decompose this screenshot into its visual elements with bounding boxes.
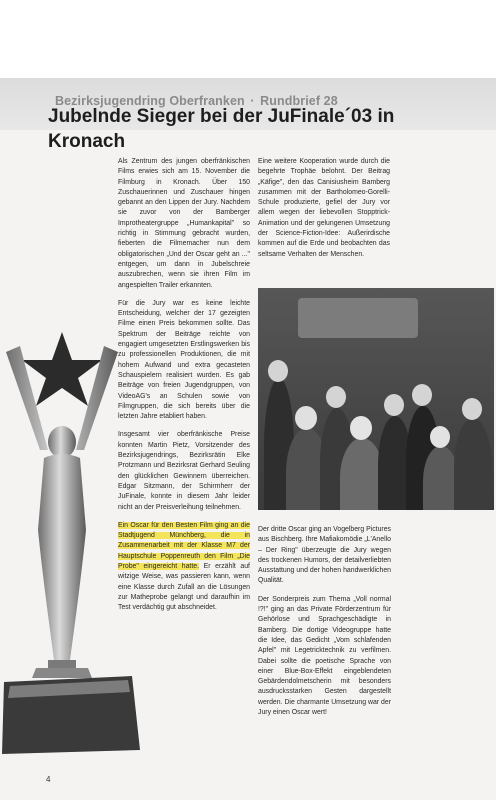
paragraph: Für die Jury war es keine leichte Entscheidung, welcher der 17 gezeigten Filme einen Preis bekommen sollte. Das Spektrum der Beiträge reichte von engagiert umgesetzten Erstlingswerken bis zu professionellen Produktionen, die mit hohem Aufwand und extra gecasteten Schauspielern realisiert wurden. Es gab Beiträge von freien Jugendgruppen, von VideoAG's an Schulen sowie von Filmgruppen, die sich bereits über die letzten Jahre etabliert haben. [118, 299, 250, 421]
paragraph: Eine weitere Kooperation wurde durch die begehrte Trophäe belohnt. Der Beitrag „Käfige", den das Canisiusheim Bamberg zusammen mit der Bartholomeo-Gorelli-Schule produzierte, gefiel der Jury vor allem wegen der liebevollen Stopptrick-Animation und der gelungenen Umsetzung der Science-Fiction-Idee: Außerirdische kommen auf die Erde und beobachten das seltsame Verhalten der Menschen. [258, 158, 390, 258]
photo-head [268, 360, 288, 382]
paragraph: Als Zentrum des jungen oberfränkischen Films erwies sich am 15. November die Filmburg in Kronach. Über 150 Zuschauerinnen und Zuschauer hingen gebannt an den Lippen der Jury. Nachdem sie zuvor von der Bamberger Improtheatergruppe „Humankapital" so richtig in Stimmung gebracht wurden, fieberten die Filmemacher nun dem obligatorischen „Und der Oscar geht an ..." entgegen, um dann in Jubelschreie auszubrechen, wenn sie ihren Film im angespielten Trailer erkannten. [118, 158, 250, 289]
header-org: Bezirksjugendring Oberfranken [55, 94, 245, 108]
page-number: 4 [46, 775, 51, 784]
trophy-stand [48, 660, 76, 668]
header-issue: Rundbrief 28 [260, 94, 338, 108]
trophy-body [38, 454, 86, 660]
photo-head [384, 394, 404, 416]
article-title: Jubelnde Sieger bei der JuFinale´03 in Kronach [48, 106, 395, 152]
article-column-right-top [258, 157, 390, 268]
trophy-head [48, 426, 76, 458]
photo-head [412, 384, 432, 406]
photo-person [454, 418, 492, 510]
photo-banner [298, 298, 418, 338]
trophy-star [22, 332, 102, 406]
header-separator: · [250, 94, 255, 108]
photo-head [350, 416, 372, 440]
photo-head [295, 406, 317, 430]
article-column-right-bottom [258, 525, 391, 726]
photo-head [430, 426, 450, 448]
trophy-base-top [32, 668, 92, 678]
winners-group-photo [258, 288, 494, 510]
oscar-trophy-image [0, 330, 140, 760]
highlighted-text: Ein Oscar für den Besten Film ging an die Stadtjugend Münchberg, die in Zusammenarbeit mit der Klasse M7 der Hauptschule Poppenreuth den Film „Die Probe" eingereicht hatte. [118, 521, 250, 570]
paragraph: Der dritte Oscar ging an Vogelberg Pictures aus Bischberg. Ihre Mafiakomödie „L'Anello – Der Ring" überzeugte die Jury wegen des trockenen Humors, der detailverliebten Ausstattung und der hohen handwerklichen Qualität. [258, 526, 391, 585]
paragraph: Der Sonderpreis zum Thema „Voll normal !?!" ging an das Private Förderzentrum für Gehörlose und Sprachgeschädigte in Bamberg. Die dortige Videogruppe hatte die Idee, das Gedicht „Vom schlafenden Apfel" mit Legetricktechnik zu verfilmen. Dabei sollte die poetische Sprache von einer Blue-Box-Effekt eingeblendeten Gebärdendolmetscherin mit besonders ausdrucksstarken Gesten dargestellt werden. Die charmante Umsetzung war der Jury einen Oscar wert! [258, 595, 391, 717]
photo-head [326, 386, 346, 408]
photo-head [462, 398, 482, 420]
paragraph-text: Er erzählt auf witzige Weise, was passieren kann, wenn eine Klasse durch Zufall an die Lösungen zur Matheprobe gelangt und daraufhin im Test verdächtig gut abschneidet. [118, 562, 250, 612]
paragraph: Insgesamt vier oberfränkische Preise konnten Martin Pietz, Vorsitzender des Bezirksjugendrings, Bezirksrätin Elke Protzmann und Bezirksrat Gerhard Seuling den glücklichen Gewinnern überreichen. Edgar Sitzmann, der Schirmherr der JuFinale, konnte in diesem Jahr leider nicht an der Preisverleihung teilnehmen. [118, 431, 250, 511]
